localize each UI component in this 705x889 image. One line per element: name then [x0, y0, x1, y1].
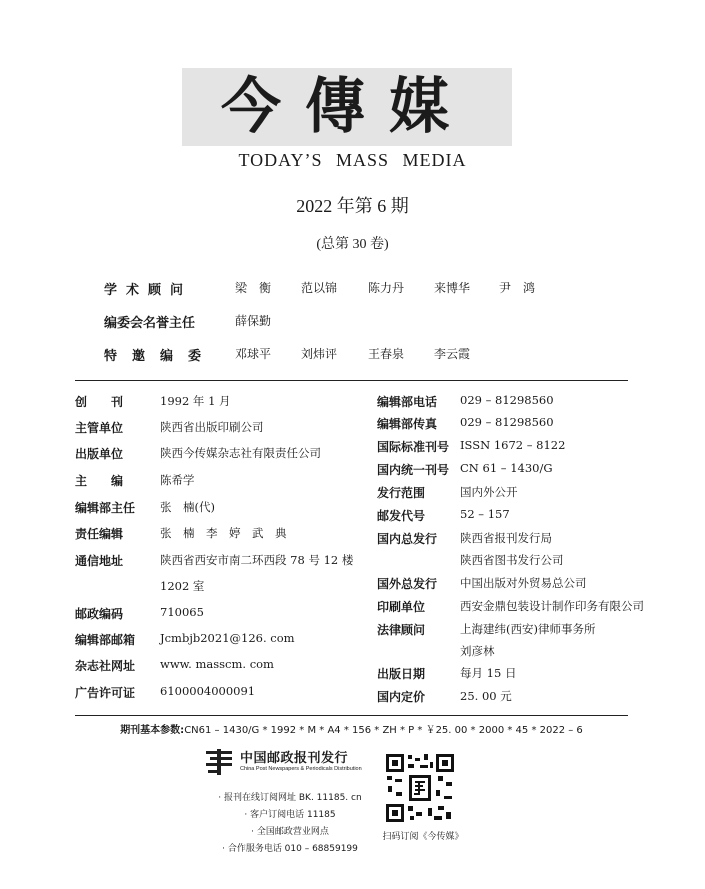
- info-value: 中国出版对外贸易总公司: [460, 576, 587, 590]
- info-label: 杂志社网址: [75, 659, 136, 673]
- info-label: 国内统一刊号: [377, 463, 450, 477]
- english-title: TODAY’S MASS MEDIA: [238, 150, 467, 170]
- info-label: 国内总发行: [377, 532, 438, 546]
- info-value: 6100004000091: [160, 684, 256, 698]
- info-value: 029 – 81298560: [460, 415, 554, 429]
- china-post-emblem-icon: [204, 745, 236, 779]
- info-label: 国际标准刊号: [377, 440, 450, 454]
- info-value: www. masscm. com: [160, 657, 274, 671]
- special-editor-name: 邓球平: [235, 347, 272, 361]
- info-value: ISSN 1672 – 8122: [460, 438, 566, 452]
- issue-number: 2022 年第 6 期: [296, 196, 409, 216]
- service-line: · 客户订阅电话 11185: [244, 810, 336, 820]
- china-post-name: 中国邮政报刊发行: [240, 751, 349, 766]
- info-value: 710065: [160, 605, 204, 619]
- info-value: 上海建纬(西安)律师事务所: [460, 622, 596, 636]
- honorary-chair-label: 编委会名誉主任: [104, 316, 196, 331]
- service-line: · 合作服务电话 010 – 68859199: [222, 844, 358, 854]
- info-label: 编辑部电话: [377, 395, 438, 409]
- info-value: CN 61 – 1430/G: [460, 461, 553, 475]
- info-label: 出版日期: [377, 667, 426, 681]
- advisor-name: 范以锦: [301, 281, 338, 295]
- subscription-qr-code[interactable]: [384, 752, 456, 824]
- info-label: 印刷单位: [377, 600, 426, 614]
- info-value: 张 楠(代): [160, 500, 215, 514]
- periodical-parameters: [75, 721, 628, 736]
- info-label: 邮发代号: [377, 509, 426, 523]
- logo-calligraphy: 今傳媒: [221, 72, 473, 142]
- special-editors-label: 特邀编委: [104, 349, 217, 364]
- info-label: 编辑部邮箱: [75, 633, 136, 647]
- info-value: 陕西今传媒杂志社有限责任公司: [160, 446, 321, 460]
- parameters-label: 期刊基本参数:: [120, 725, 185, 736]
- info-label: 责任编辑: [75, 527, 124, 541]
- info-value: 陕西省图书发行公司: [460, 553, 564, 567]
- service-line: · 全国邮政营业网点: [251, 827, 329, 837]
- info-label: 创 刊: [75, 395, 124, 409]
- info-value: Jcmbjb2021@126. com: [160, 631, 295, 645]
- top-divider: [75, 380, 628, 381]
- info-value: 西安金鼎包装设计制作印务有限公司: [460, 599, 644, 613]
- info-label: 国内定价: [377, 690, 426, 704]
- volume-number: (总第 30 卷): [316, 237, 389, 252]
- info-label: 主 编: [75, 474, 124, 488]
- advisor-name: 来博华: [434, 281, 471, 295]
- info-label: 出版单位: [75, 447, 124, 461]
- info-value: 1992 年 1 月: [160, 394, 231, 408]
- info-label: 发行范围: [377, 486, 426, 500]
- info-value: 52 – 157: [460, 507, 510, 521]
- china-post-logo: [204, 745, 374, 781]
- special-editor-name: 刘炜评: [301, 347, 338, 361]
- parameters-value: CN61 – 1430/G * 1992 * M * A4 * 156 * ZH * P * ￥25. 00 * 2000 * 45 * 2022 – 6: [184, 725, 583, 736]
- info-value: 陈希学: [160, 473, 195, 487]
- china-post-english-name: China Post Newspapers & Periodicals Distribution: [240, 766, 362, 772]
- info-label: 编辑部主任: [75, 501, 136, 515]
- advisor-name: 陈力丹: [368, 281, 405, 295]
- info-value: 每月 15 日: [460, 666, 517, 680]
- info-value: 陕西省报刊发行局: [460, 531, 552, 545]
- special-editor-name: 李云霞: [434, 347, 471, 361]
- info-value: 刘彦林: [460, 644, 495, 658]
- info-label: 通信地址: [75, 554, 124, 568]
- info-value: 张 楠 李 婷 武 典: [160, 526, 287, 540]
- masthead-logo: [182, 68, 512, 146]
- info-label: 国外总发行: [377, 577, 438, 591]
- info-label: 广告许可证: [75, 686, 136, 700]
- info-value: 029 – 81298560: [460, 393, 554, 407]
- qr-code-icon: [384, 752, 456, 824]
- info-value: 25. 00 元: [460, 689, 512, 703]
- info-label: 主管单位: [75, 421, 124, 435]
- special-editor-name: 王春泉: [368, 347, 405, 361]
- advisors-label: 学术顾问: [104, 283, 193, 298]
- info-value: 陕西省出版印刷公司: [160, 420, 264, 434]
- info-value: 1202 室: [160, 579, 205, 593]
- honorary-chair-name: 薛保勤: [235, 314, 272, 328]
- info-value: 国内外公开: [460, 485, 518, 499]
- service-line: · 报刊在线订阅网址 BK. 11185. cn: [218, 793, 362, 803]
- info-label: 编辑部传真: [377, 417, 438, 431]
- bottom-divider: [75, 715, 628, 716]
- advisor-name: 梁 衡: [235, 281, 272, 295]
- advisor-name: 尹 鸿: [499, 281, 536, 295]
- info-label: 法律顾问: [377, 623, 426, 637]
- qr-caption: 扫码订阅《今传媒》: [382, 832, 464, 842]
- info-label: 邮政编码: [75, 607, 124, 621]
- info-value: 陕西省西安市南二环西段 78 号 12 楼: [160, 553, 354, 567]
